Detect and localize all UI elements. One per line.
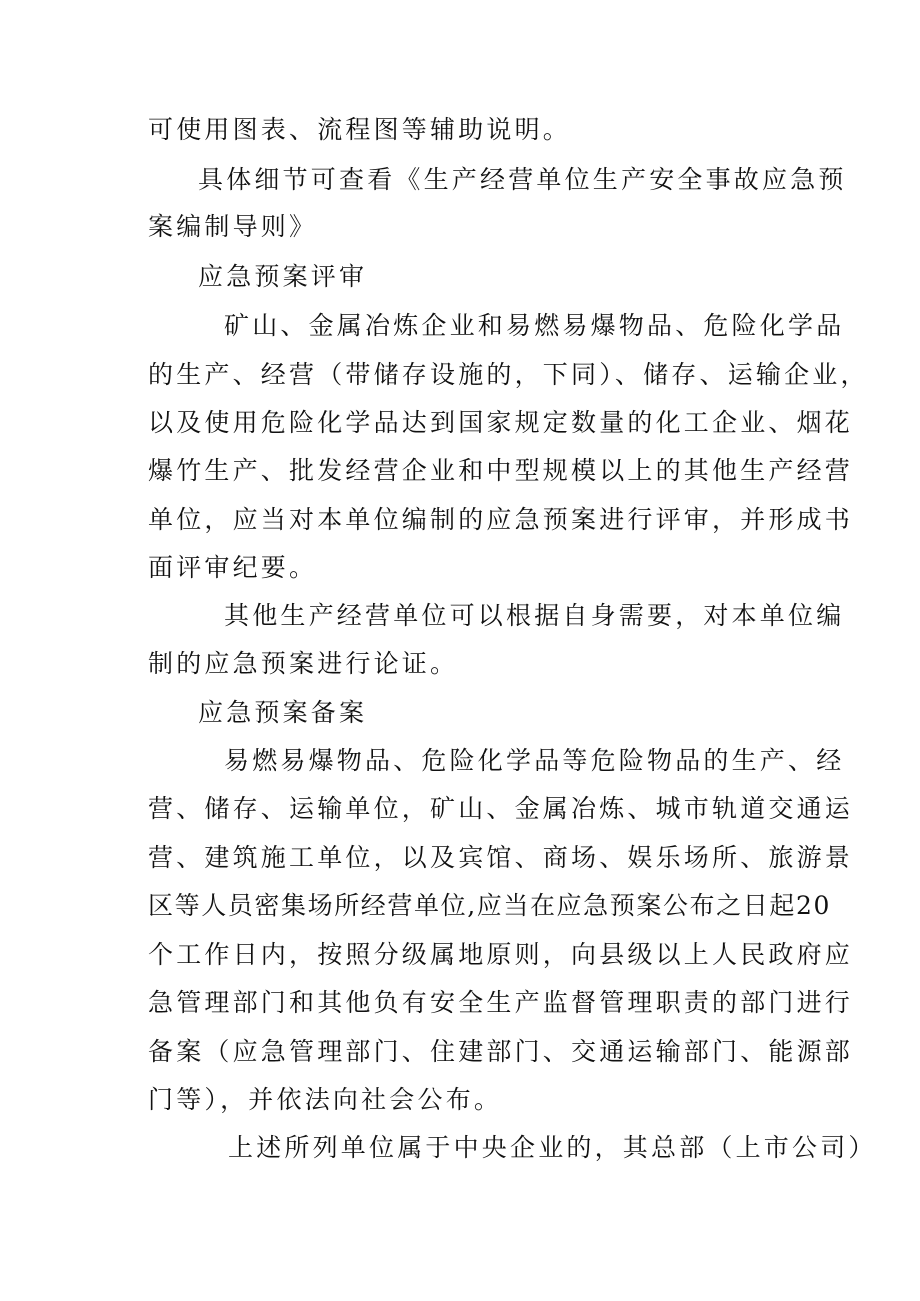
text-line: 具体细节可查看《生产经营单位生产安全事故应急预 bbox=[198, 165, 847, 194]
text-line: 个工作日内，按照分级属地原则，向县级以上人民政府应 bbox=[148, 940, 854, 969]
text-line: 案编制导则》 bbox=[148, 212, 318, 241]
text-line: 以及使用危险化学品达到国家规定数量的化工企业、烟花 bbox=[148, 408, 854, 437]
text-line: 可使用图表、流程图等辅助说明。 bbox=[148, 115, 572, 144]
text-line: 上述所列单位属于中央企业的，其总部（上市公司） bbox=[228, 1133, 877, 1162]
text-line: 单位，应当对本单位编制的应急预案进行评审，并形成书 bbox=[148, 505, 854, 534]
section-heading: 应急预案评审 bbox=[198, 262, 368, 291]
text-line: 门等），并依法向社会公布。 bbox=[148, 1085, 503, 1114]
text-line: 营、建筑施工单位，以及宾馆、商场、娱乐场所、旅游景 bbox=[148, 843, 854, 872]
text-line: 制的应急预案进行论证。 bbox=[148, 649, 459, 678]
text-line: 易燃易爆物品、危险化学品等危险物品的生产、经 bbox=[224, 746, 845, 775]
text-line: 矿山、金属冶炼企业和易燃易爆物品、危险化学品 bbox=[224, 311, 845, 340]
section-heading: 应急预案备案 bbox=[198, 698, 368, 727]
text-line: 备案（应急管理部门、住建部门、交通运输部门、能源部 bbox=[148, 1037, 854, 1066]
text-line: 面评审纪要。 bbox=[148, 553, 318, 582]
text-line: 营、储存、运输单位，矿山、金属冶炼、城市轨道交通运 bbox=[148, 794, 854, 823]
text-line: 的生产、经营（带储存设施的，下同）、储存、运输企业， bbox=[148, 360, 869, 389]
text-line: 区等人员密集场所经营单位,应当在应急预案公布之日起20 bbox=[148, 891, 831, 920]
text-line: 其他生产经营单位可以根据自身需要，对本单位编 bbox=[224, 601, 845, 630]
text-line: 急管理部门和其他负有安全生产监督管理职责的部门进行 bbox=[148, 988, 854, 1017]
text-line: 爆竹生产、批发经营企业和中型规模以上的其他生产经营 bbox=[148, 456, 854, 485]
